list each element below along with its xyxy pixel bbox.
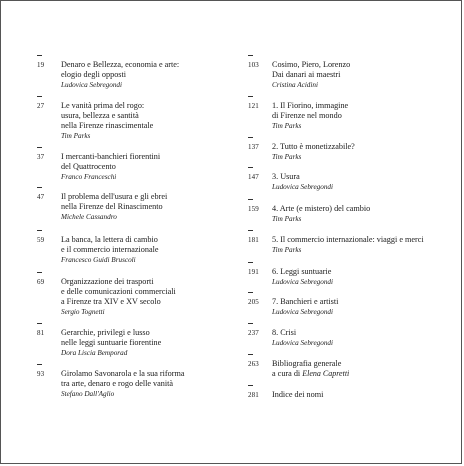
entry-author: Ludovica Sebregondi xyxy=(272,308,334,316)
page-number: 47 xyxy=(37,193,45,201)
entry-title: La banca, la lettera di cambio e il commercio internazionale xyxy=(61,235,159,254)
page-number: 205 xyxy=(248,298,259,306)
entry-dash xyxy=(37,323,42,324)
entry-author: Michele Cassandro xyxy=(61,213,117,221)
page-number: 159 xyxy=(248,205,259,213)
entry-dash xyxy=(248,230,253,231)
page-number: 181 xyxy=(248,236,259,244)
entry-dash xyxy=(248,96,253,97)
entry-dash xyxy=(248,262,253,263)
page-number: 137 xyxy=(248,143,259,151)
entry-author: Tim Parks xyxy=(272,246,302,254)
bibliography-line1: Bibliografia generale a cura di xyxy=(272,359,342,378)
entry-title: 5. Il commercio internazionale: viaggi e merci xyxy=(272,235,424,244)
entry-title: 2. Tutto è monetizzabile? xyxy=(272,142,355,151)
entry-dash xyxy=(248,137,253,138)
entry-title: Organizzazione dei trasporti e delle comunicazioni commerciali a Firenze tra XIV e XV secolo xyxy=(61,277,176,306)
entry-author: Tim Parks xyxy=(272,215,302,223)
entry-dash xyxy=(248,167,253,168)
entry-dash xyxy=(248,385,253,386)
page-number: 37 xyxy=(37,153,45,161)
entry-author: Cristina Acidini xyxy=(272,81,318,89)
entry-author: Stefano Dall'Aglio xyxy=(61,390,115,398)
entry-dash xyxy=(248,55,253,56)
entry-title: 1. Il Fiorino, immagine di Firenze nel mondo xyxy=(272,101,349,120)
entry-author: Tim Parks xyxy=(272,122,302,130)
page-number: 69 xyxy=(37,278,45,286)
entry-title: 6. Leggi suntuarie xyxy=(272,267,332,276)
entry-title: Il problema dell'usura e gli ebrei nella Firenze del Rinascimento xyxy=(61,192,168,211)
entry-author: Elena Capretti xyxy=(302,369,350,378)
entry-dash xyxy=(248,323,253,324)
entry-dash xyxy=(37,187,42,188)
entry-author: Francesco Guidi Bruscoli xyxy=(61,256,136,264)
entry-dash xyxy=(37,147,42,148)
entry-dash xyxy=(248,292,253,293)
entry-title xyxy=(272,359,448,379)
entry-title: Gerarchie, privilegi e lusso nelle leggi suntuarie fiorentine xyxy=(61,328,162,347)
entry-title: Indice dei nomi xyxy=(272,390,324,399)
entry-author: Ludovica Sebregondi xyxy=(61,81,123,89)
page-number: 191 xyxy=(248,268,259,276)
entry-dash xyxy=(37,96,42,97)
entry-author: Ludovica Sebregondi xyxy=(272,278,334,286)
entry-title: 8. Crisi xyxy=(272,328,297,337)
entry-author: Tim Parks xyxy=(61,132,91,140)
entry-title: Cosimo, Piero, Lorenzo Dai danari ai maestri xyxy=(272,60,351,79)
entry-author: Tim Parks xyxy=(272,153,302,161)
entry-title: 7. Banchieri e artisti xyxy=(272,297,339,306)
entry-title: 4. Arte (e mistero) del cambio xyxy=(272,204,371,213)
entry-title: 3. Usura xyxy=(272,172,300,181)
page-number: 147 xyxy=(248,173,259,181)
entry-author: Sergio Tognetti xyxy=(61,308,105,316)
entry-dash xyxy=(37,364,42,365)
entry-author: Ludovica Sebregondi xyxy=(272,183,334,191)
page-number: 19 xyxy=(37,61,45,69)
entry-dash xyxy=(37,230,42,231)
page-number: 81 xyxy=(37,329,45,337)
entry-dash xyxy=(248,354,253,355)
entry-author: Franco Franceschi xyxy=(61,173,117,181)
entry-author: Ludovica Sebregondi xyxy=(272,339,334,347)
entry-title: Le vanità prima del rogo: usura, bellezza e santità nella Firenze rinascimentale xyxy=(61,101,154,130)
entry-title: Girolamo Savonarola e la sua riforma tra arte, denaro e rogo delle vanità xyxy=(61,369,185,388)
entry-dash xyxy=(37,272,42,273)
page-number: 237 xyxy=(248,329,259,337)
entry-dash xyxy=(248,199,253,200)
page-number: 59 xyxy=(37,236,45,244)
entry-author: Dora Liscia Bemporad xyxy=(61,349,128,357)
entry-dash xyxy=(37,55,42,56)
page-number: 263 xyxy=(248,360,259,368)
page-number: 27 xyxy=(37,102,45,110)
entry-title: Denaro e Bellezza, economia e arte: elogio degli opposti xyxy=(61,60,180,79)
page-number: 93 xyxy=(37,370,45,378)
page-number: 281 xyxy=(248,391,259,399)
entry-title: I mercanti-banchieri fiorentini del Quattrocento xyxy=(61,152,161,171)
page-number: 103 xyxy=(248,61,259,69)
page-number: 121 xyxy=(248,102,259,110)
